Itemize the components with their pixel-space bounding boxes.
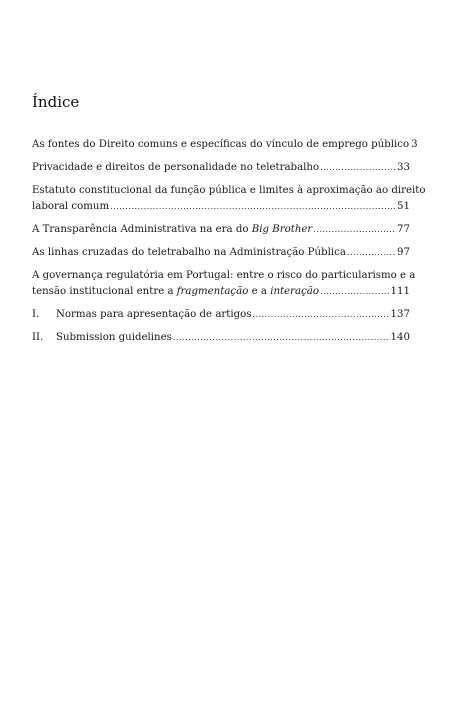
toc-entry-title: I. Normas para apresentação de artigos <box>32 307 252 323</box>
toc-entry[interactable] <box>32 245 410 261</box>
toc-entry-title: Privacidade e direitos de personalidade no teletrabalho <box>32 162 320 173</box>
toc-page-number: 3 <box>411 139 418 150</box>
toc-entry-title: As fontes do Direito comuns e específicas do vínculo de emprego público <box>32 139 410 150</box>
toc-entry-title-continued: laboral comum <box>32 201 110 212</box>
toc-entry[interactable] <box>32 160 410 176</box>
toc-entry-title-continued: tensão institucional entre a fragmentação e a interação <box>32 286 319 297</box>
table-of-contents <box>32 137 426 353</box>
toc-page-number: 140 <box>390 332 410 343</box>
leader-dots <box>320 284 390 300</box>
toc-page-number: 33 <box>397 162 410 173</box>
toc-entry-number: I. <box>32 309 40 320</box>
toc-entry[interactable] <box>32 307 410 323</box>
toc-page-number: 97 <box>397 247 410 258</box>
toc-entry[interactable] <box>32 183 426 215</box>
leader-dots <box>253 307 390 323</box>
page-title: Índice <box>32 93 80 111</box>
toc-entry-title: A Transparência Administrativa na era do Big Brother <box>32 224 313 235</box>
toc-page-number: 77 <box>397 224 410 235</box>
leader-dots <box>173 330 390 346</box>
toc-entry-title: II. Submission guidelines <box>32 330 172 346</box>
leader-dots <box>347 245 396 261</box>
toc-page-number: 137 <box>390 309 410 320</box>
leader-dots <box>313 222 396 238</box>
toc-entry-title: As linhas cruzadas do teletrabalho na Administração Pública <box>32 247 346 258</box>
toc-entry-title: Estatuto constitucional da função pública e limites à aproximação ao direito <box>32 185 426 196</box>
toc-page-number: 51 <box>397 201 410 212</box>
toc-entry[interactable] <box>32 330 410 346</box>
toc-entry[interactable] <box>32 137 418 153</box>
toc-entry-title: A governança regulatória em Portugal: entre o risco do particularismo e a <box>32 270 416 281</box>
leader-dots <box>320 160 396 176</box>
toc-entry[interactable] <box>32 222 410 238</box>
leader-dots <box>110 199 396 215</box>
toc-entry-number: II. <box>32 332 44 343</box>
toc-entry[interactable] <box>32 268 416 300</box>
toc-page-number: 111 <box>390 286 410 297</box>
